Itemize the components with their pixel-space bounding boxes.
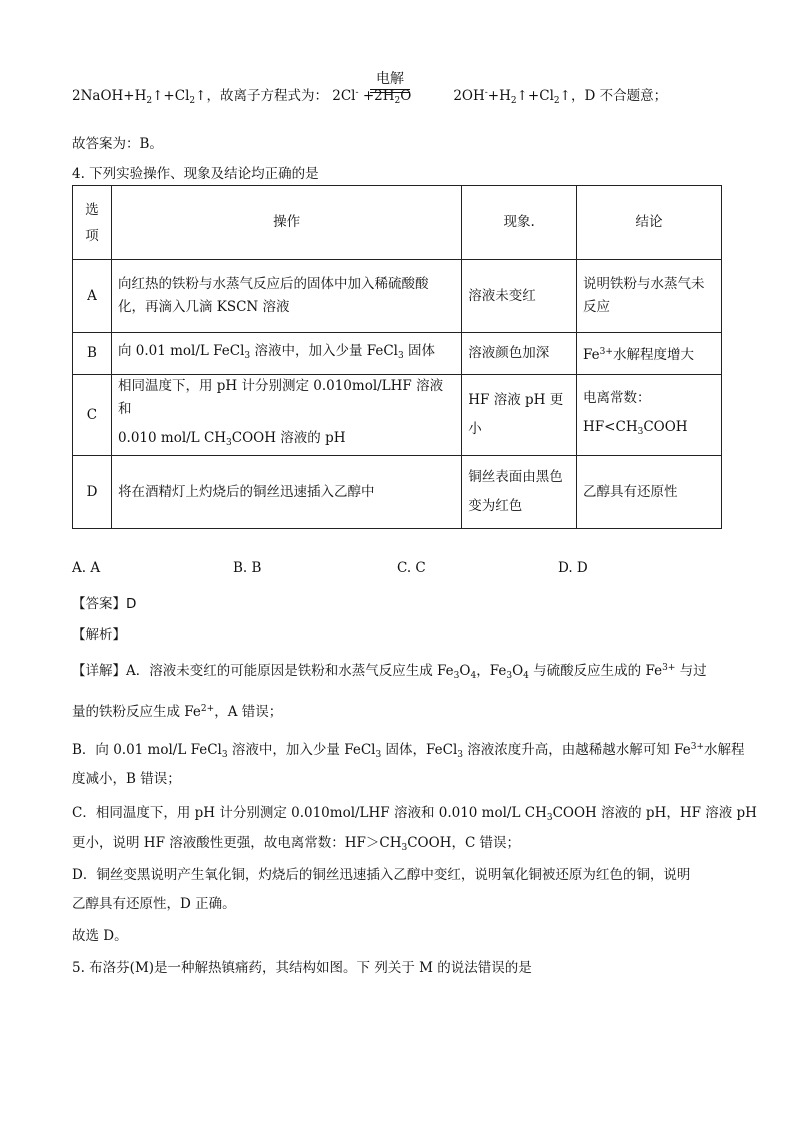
option-d: D. D [558,560,588,576]
row-conclusion: 说明铁粉与水蒸气未 反应 [577,260,722,333]
row-phenomenon: 铜丝表面由黑色 变为红色 [462,456,577,529]
row-phenomenon: HF 溶液 pH 更 小 [462,375,577,456]
header-option: 选项 [73,186,112,260]
experiment-table [72,185,722,529]
option-a: A. A [72,560,101,576]
ionic-equation-line: $2NaOH+H_2↑+Cl_2↑$，故离子方程式为： $2Cl^- +2H_2O$ $2OH^-+H_2↑+Cl_2↑$，D 不合题意； [72,88,668,106]
q4-stem: 4. 下列实验操作、现象及结论均正确的是 [72,166,319,182]
row-label: C [73,375,112,456]
row-phenomenon: 溶液未变红 [462,260,577,333]
detail-c-line1: C．相同温度下，用 pH 计分别测定 0.010mol/LHF 溶液和 0.010 mol/L $CH_3COOH$ 溶液的 pH，HF 溶液 pH [72,805,757,823]
option-b: B. B [233,560,262,576]
detail-d-line2: 乙醇具有还原性，D 正确。 [72,896,236,912]
table-row [73,260,722,333]
detail-b-line1: B．向 0.01 mol/L FeCl$_3$ 溶液中，加入少量 FeCl$_3$ 固体，FeCl$_3$ 溶液浓度升高，由越稀越水解可知 $Fe^{3+}$水解程 [72,742,745,760]
row-operation: 相同温度下，用 pH 计分别测定 0.010mol/LHF 溶液和 0.010 mol/L $CH_3COOH$ 溶液的 pH [111,375,461,456]
row-operation: 将在酒精灯上灼烧后的铜丝迅速插入乙醇中 [111,456,461,529]
choose-line: 故选 D。 [72,928,128,944]
prev-answer-line: 故答案为：B。 [72,136,163,152]
row-phenomenon: 溶液颜色加深 [462,333,577,375]
option-c: C. C [397,560,426,576]
row-label: D [73,456,112,529]
table-row [73,456,722,529]
row-operation: 向红热的铁粉与水蒸气反应后的固体中加入稀硫酸酸 化，再滴入几滴 KSCN 溶液 [111,260,461,333]
header-operation: 操作 [111,186,461,260]
row-operation: 向 0.01 mol/L FeCl$_3$ 溶液中，加入少量 FeCl$_3$ 固体 [111,333,461,375]
analysis-label: 【解析】 [72,627,126,643]
electrolysis-condition: 电解 [376,71,404,87]
detail-b-line2: 度减小，B 错误； [72,771,181,787]
row-conclusion: 乙醇具有还原性 [577,456,722,529]
detail-a-line2: 量的铁粉反应生成 $Fe^{2+}$，A 错误； [72,704,283,720]
header-phenomenon: 现象. [462,186,577,260]
table-row [73,333,722,375]
detail-c-line2: 更小，说明 HF 溶液酸性更强，故电离常数：$HF>CH_3COOH$，C 错误； [72,835,521,853]
row-conclusion: 电离常数： $HF<CH_3COOH$ [577,375,722,456]
answer-label: 【答案】D [72,596,137,612]
row-conclusion: $Fe^{3+}$水解程度增大 [577,333,722,375]
table-row [73,375,722,456]
detail-a-line1: 【详解】A．溶液未变红的可能原因是铁粉和水蒸气反应生成 $Fe_3O_4$，$Fe_3O_4$ 与硫酸反应生成的 $Fe^{3+}$ 与过 [72,663,707,681]
row-label: B [73,333,112,375]
detail-d-line1: D．铜丝变黑说明产生氧化铜，灼烧后的铜丝迅速插入乙醇中变红，说明氧化铜被还原为红色的铜，说明 [72,867,691,883]
q5-stem: 5. 布洛芬(M)是一种解热镇痛药，其结构如图。下 列关于 M 的说法错误的是 [72,960,532,976]
header-conclusion: 结论 [577,186,722,260]
row-label: A [73,260,112,333]
table-header-row [73,186,722,260]
